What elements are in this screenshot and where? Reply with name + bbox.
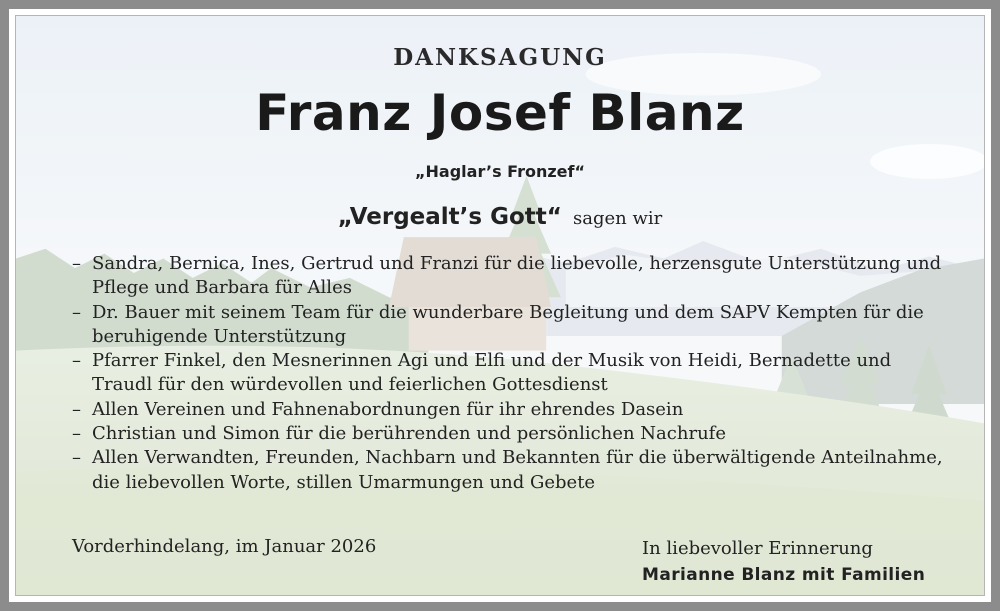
signature-block (642, 536, 925, 588)
place-date: Vorderhindelang, im Januar 2026 (72, 536, 377, 557)
list-item-text: Dr. Bauer mit seinem Team für die wunderbare Begleitung und dem SAPV Kempten für die beruhigende Unterstützung (92, 301, 924, 347)
notice-panel (15, 15, 985, 596)
thanks-suffix: sagen wir (572, 208, 663, 229)
list-dash: – (72, 350, 81, 372)
list-item (72, 252, 952, 301)
list-dash: – (72, 301, 81, 323)
list-item-text: Allen Vereinen und Fahnenabordnungen für ihr ehrendes Dasein (92, 398, 684, 420)
notice-content (16, 16, 984, 595)
list-item (72, 446, 952, 495)
deceased-nickname: „Haglar’s Fronzef“ (415, 162, 585, 181)
list-item-text: Allen Verwandten, Freunden, Nachbarn und Bekannten für die überwältigende Anteilnahme, die liebevollen Worte, stillen Umarmungen und Gebete (92, 447, 943, 493)
list-dash: – (72, 447, 81, 469)
list-item (72, 301, 952, 350)
deceased-name: Franz Josef Blanz (255, 84, 745, 142)
list-item (72, 422, 952, 446)
notice-heading: DANKSAGUNG (393, 44, 607, 71)
list-dash: – (72, 423, 81, 445)
list-item (72, 398, 952, 422)
thanks-phrase: „Vergealt’s Gott“ (337, 204, 562, 230)
list-dash: – (72, 253, 81, 274)
list-item (72, 349, 952, 398)
thanks-line (16, 204, 984, 230)
list-item-text: Christian und Simon für die berührenden und persönlichen Nachrufe (92, 423, 726, 445)
closing-line: In liebevoller Erinnerung (642, 538, 873, 559)
signature-name: Marianne Blanz mit Familien (642, 565, 926, 585)
list-item-text: Pfarrer Finkel, den Mesnerinnen Agi und Elfi und der Musik von Heidi, Bernadette und Traudl für den würdevollen und feierlichen Gottesdienst (92, 350, 892, 396)
thanks-list (72, 252, 952, 495)
list-dash: – (72, 398, 81, 420)
list-item-text: Sandra, Bernica, Ines, Gertrud und Franzi für die liebevolle, herzensgute Unterstützung und Pflege und Barbara für Alles (92, 253, 942, 299)
